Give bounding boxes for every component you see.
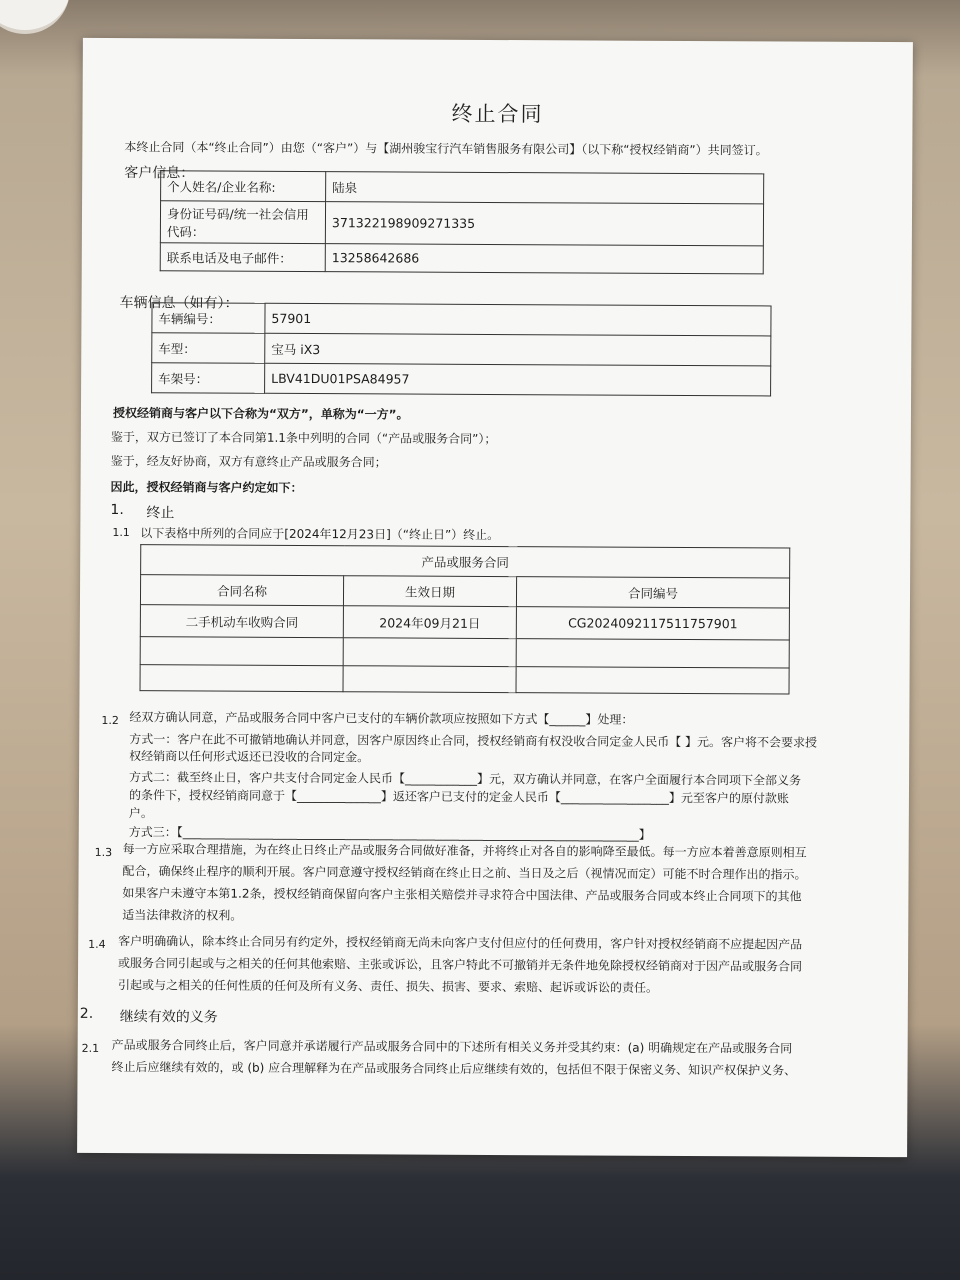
clause-1-4 xyxy=(118,930,802,1000)
clause-1-3 xyxy=(122,838,806,930)
clause-number: 1.2 xyxy=(101,713,119,728)
page-title: 终止合同 xyxy=(451,101,544,127)
clause-number: 2.1 xyxy=(81,1041,100,1055)
clause-1-2-line: 权经销商以任何形式返还已没收的合同定金。 xyxy=(129,749,370,765)
table-cell xyxy=(140,665,343,692)
table-cell xyxy=(516,639,789,668)
customer-name: 陆泉 xyxy=(326,172,764,204)
clause-1-3-line: 配合，确保终止程序的顺利开展。客户同意遵守授权经销商在终止日之前、当日及之后（视情况而定）可能不时合理作出的指示。 xyxy=(122,864,807,882)
clause-1-3-line: 如果客户未遵守本第1.2条，授权经销商保留向客户主张相关赔偿并寻求符合中国法律、产品或服务合同或本终止合同项下的其他 xyxy=(122,886,802,904)
clause-1-2-line: 方式三：【____________________________________________________________________________】 xyxy=(128,825,651,842)
contract-table xyxy=(140,544,791,694)
vehicle-number: 57901 xyxy=(265,303,771,336)
table-row xyxy=(140,665,789,694)
table-row xyxy=(152,333,771,366)
table-cell: 二手机动车收购合同 xyxy=(140,605,343,638)
clause-1-3-line: 适当法律救济的权利。 xyxy=(122,908,243,923)
table-caption: 产品或服务合同 xyxy=(141,545,790,578)
section2-title: 继续有效的义务 xyxy=(119,1009,218,1026)
customer-label: 身份证号码/统一社会信用代码： xyxy=(160,201,325,244)
table-row xyxy=(140,605,789,640)
vehicle-label: 车型： xyxy=(152,333,265,364)
column-header: 生效日期 xyxy=(343,576,516,607)
recital-3: 因此，授权经销商与客户约定如下： xyxy=(110,479,303,495)
table-row xyxy=(160,201,763,246)
clause-number: 1.4 xyxy=(88,937,106,951)
clause-1-1-text: 以下表格中所列的合同应于[2024年12月23日]（“终止日”）终止。 xyxy=(140,526,500,543)
vehicle-label: 车辆编号： xyxy=(152,303,265,334)
customer-id: 371322198909271335 xyxy=(325,202,763,246)
vehicle-table xyxy=(151,302,771,396)
contract-page xyxy=(77,38,913,1157)
section1-number: 1. xyxy=(110,501,124,519)
recital-1: 鉴于，双方已签订了本合同第1.1条中列明的合同（“产品或服务合同”）； xyxy=(110,429,497,447)
clause-2-1-line: 终止后应继续有效的，或 (b) 应合理解释为在产品或服务合同终止后应继续有效的，包括但不限于保密义务、知识产权保护义务、 xyxy=(111,1059,797,1078)
table-cell xyxy=(343,638,516,667)
clause-1-2-line: 的条件下，授权经销商同意于【______________】返还客户已支付的定金人民币【__________________】元至客户的原付款账 xyxy=(128,788,790,806)
table-row xyxy=(140,637,789,668)
customer-table xyxy=(160,170,765,274)
table-row xyxy=(152,363,771,396)
intro-text: 本终止合同（本“终止合同”）由您（“客户”）与【湖州骏宝行汽车销售服务有限公司】（以下称“授权经销商”）共同签订。 xyxy=(124,140,768,158)
clause-1-2-line: 户。 xyxy=(128,806,153,821)
column-header: 合同编号 xyxy=(516,577,789,608)
table-cell xyxy=(140,637,343,666)
clause-1-4-line: 或服务合同引起或与之相关的任何其他索赔、主张或诉讼，且客户特此不可撤销并无条件地免除授权经销商对于因产品或服务合同 xyxy=(118,956,803,974)
customer-phone: 13258642686 xyxy=(325,244,763,274)
table-header-row xyxy=(140,575,789,608)
table-cell: 2024年09月21日 xyxy=(343,606,516,639)
vehicle-heading: 车辆信息（如有）： xyxy=(119,295,239,312)
table-row xyxy=(141,545,790,578)
table-cell: CG2024092117511757901 xyxy=(516,607,789,640)
customer-label: 个人姓名/企业名称: xyxy=(161,171,326,202)
table-row xyxy=(152,303,771,336)
clause-number: 1.3 xyxy=(94,845,113,859)
table-cell xyxy=(516,667,789,694)
vehicle-model: 宝马 iX3 xyxy=(265,333,771,366)
clause-1-2-line: 方式一：客户在此不可撤销地确认并同意，因客户原因终止合同，授权经销商有权没收合同定金人民币【 】元。客户将不会要求授 xyxy=(129,732,818,750)
customer-label: 联系电话及电子邮件： xyxy=(160,243,325,272)
section2-number: 2. xyxy=(79,1005,94,1022)
customer-heading: 客户信息： xyxy=(124,165,195,182)
clause-1-2-line: 方式二：截至终止日，客户共支付合同定金人民币【____________】元，双方确认并同意，在客户全面履行本合同项下全部义务 xyxy=(129,770,802,788)
column-header: 合同名称 xyxy=(140,575,343,606)
clause-number: 1.1 xyxy=(112,525,130,540)
clause-1-2 xyxy=(129,706,818,846)
clause-1-4-line: 引起或与之相关的任何性质的任何及所有义务、责任、损失、损害、要求、索赔、起诉或诉讼的责任。 xyxy=(117,978,659,995)
table-row xyxy=(161,171,764,204)
cup-rim xyxy=(0,0,70,34)
table-row xyxy=(160,243,763,274)
clause-1-2-line: 经双方确认同意，产品或服务合同中客户已支付的车辆价款项应按照如下方式【______】处理： xyxy=(129,710,634,727)
vehicle-vin: LBV41DU01PSA84957 xyxy=(265,363,771,396)
clause-1-3-line: 每一方应采取合理措施，为在终止日终止产品或服务合同做好准备，并将终止对各自的影响降至最低。每一方应本着善意原则相互 xyxy=(122,842,807,860)
recital-2: 鉴于，经友好协商，双方有意终止产品或服务合同； xyxy=(110,453,387,470)
clause-2-1 xyxy=(111,1034,796,1082)
table-cell xyxy=(343,666,516,693)
vehicle-label: 车架号： xyxy=(152,363,265,394)
clause-2-1-line: 产品或服务合同终止后，客户同意并承诺履行产品或服务合同中的下述所有相关义务并受其约束：(a) 明确规定在产品或服务合同 xyxy=(111,1037,793,1056)
clause-1-4-line: 客户明确确认，除本终止合同另有约定外，授权经销商无尚未向客户支付但应付的任何费用，客户针对授权经销商不应提起因产品 xyxy=(118,934,803,952)
recital-parties: 授权经销商与客户以下合称为“双方”，单称为“一方”。 xyxy=(112,405,409,422)
section1-title: 终止 xyxy=(146,505,175,522)
